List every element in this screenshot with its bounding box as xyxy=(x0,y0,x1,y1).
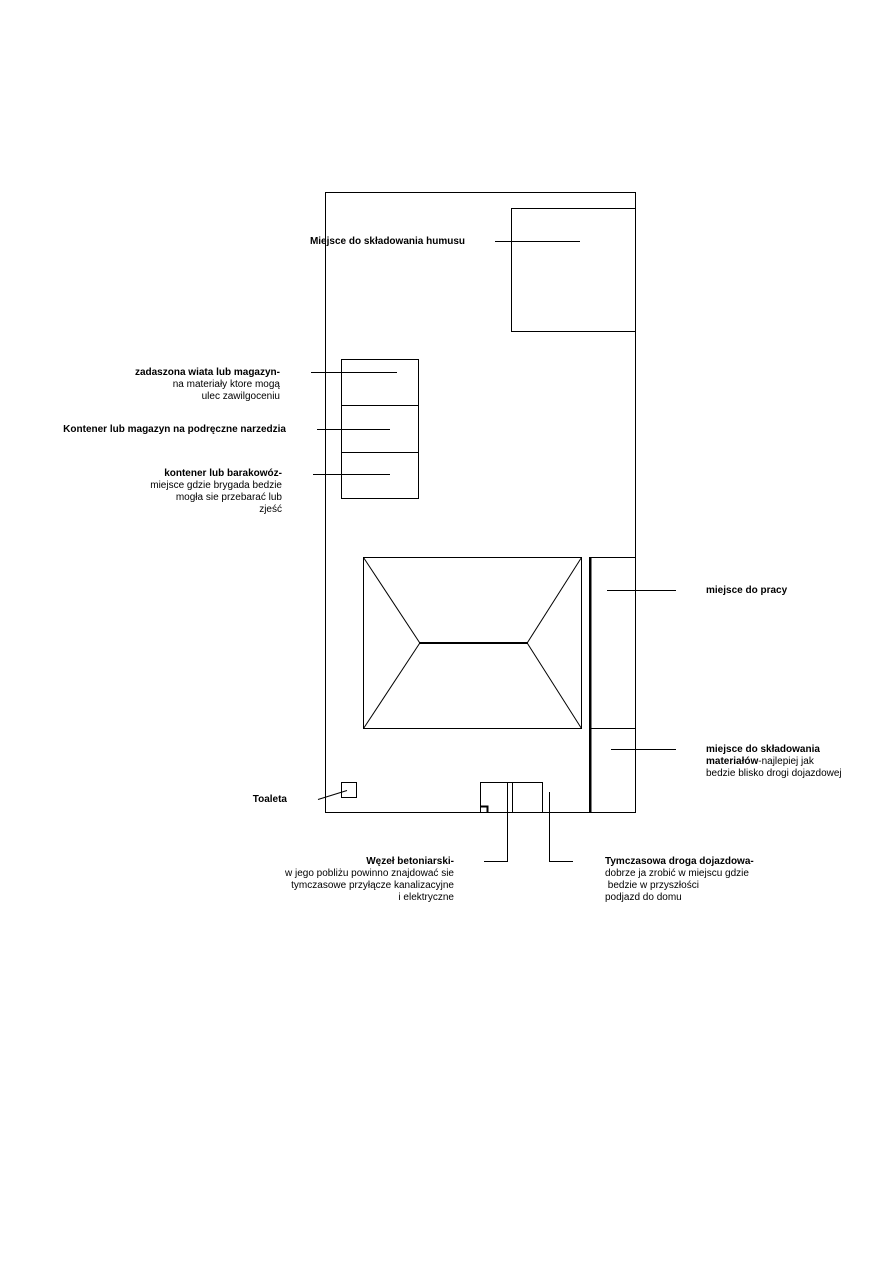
toilet-box xyxy=(342,783,357,798)
tools-label: Kontener lub magazyn na podręczne narzedzia xyxy=(63,424,286,435)
road-label: Tymczasowa droga dojazdowa- dobrze ja zrobić w miejscu gdzie bedzie w przyszłości podjazd do domu xyxy=(605,856,754,903)
toilet-label: Toaleta xyxy=(252,794,287,805)
material-storage-area xyxy=(590,729,636,813)
house-footprint xyxy=(364,558,582,729)
shed-label: zadaszona wiata lub magazyn- na materiały ktore mogą ulec zawilgoceniu xyxy=(134,367,280,402)
barracks-box xyxy=(342,453,419,499)
work-area xyxy=(590,558,636,729)
concrete-station xyxy=(481,783,543,813)
humus-storage-area xyxy=(512,209,636,332)
leader-lines xyxy=(311,242,676,862)
humus-label: Miejsce do składowania humusu xyxy=(309,236,465,247)
barracks-label: kontener lub barakowóz- miejsce gdzie brygada bedzie mogła sie przebarać lub zjeść xyxy=(150,468,282,515)
work-area-label: miejsce do pracy xyxy=(706,585,788,596)
material-storage-label: miejsce do składowania materiałów-najlepiej jak bedzie blisko drogi dojazdowej xyxy=(706,744,842,779)
shed-box xyxy=(342,360,419,406)
concrete-label: Węzeł betoniarski- w jego pobliżu powinno znajdować sie tymczasowe przyłącze kanalizacyjne i elektryczne xyxy=(285,856,454,903)
